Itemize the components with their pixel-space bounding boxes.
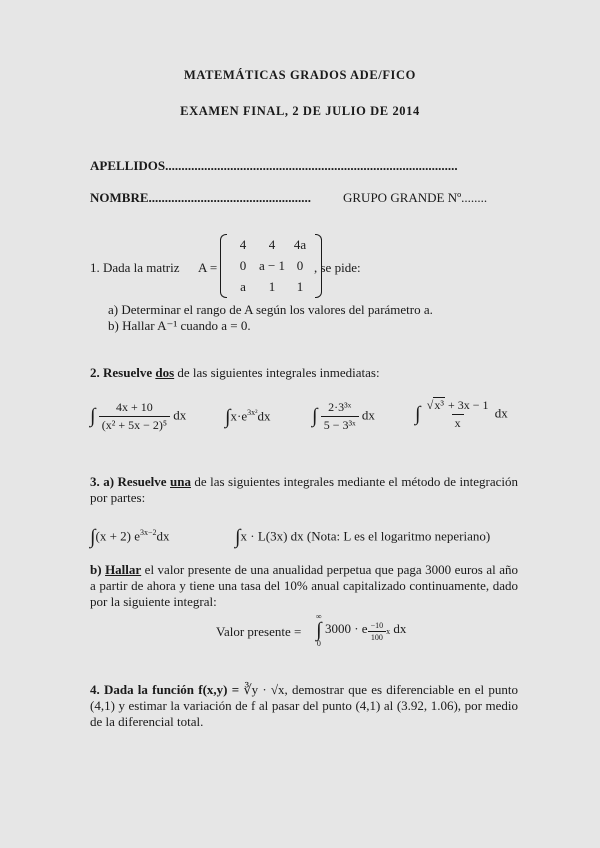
grupo-field: GRUPO GRANDE Nº........ xyxy=(343,190,488,205)
matrix-cell: 1 xyxy=(268,279,276,294)
matrix-cell: 0 xyxy=(239,258,247,273)
integral-4: ∫ $\frac{\text{√x³ + 3x − 1}}{x}$ dx xyxy=(415,398,508,430)
q2-statement: 2. Resuelve dos de las siguientes integrales inmediatas: xyxy=(90,365,380,380)
exam-title: MATEMÁTICAS GRADOS ADE/FICO xyxy=(184,68,416,82)
q1-intro: 1. Dada la matriz xyxy=(90,260,180,275)
q4-statement: 4. Dada la función f(x,y) = ∛y · √x, demostrar que es diferenciable en el punto (4,1) y estimar la variación de f al pasar del punto (4,1) al (3.92, 1.06), por medio de la diferencial total. xyxy=(90,682,518,729)
matrix-cell: a − 1 xyxy=(258,258,286,273)
apellidos-field: APELLIDOS.......................................................................................... xyxy=(90,158,458,173)
matrix-cell: 0 xyxy=(296,258,304,273)
q3a-statement: 3. a) Resuelve una de las siguientes integrales mediante el método de integración por partes: xyxy=(90,474,518,505)
q1-part-a: a) Determinar el rango de A según los valores del parámetro a. xyxy=(108,302,433,317)
q3-integral-1: ∫(x + 2) $e^{3x-2}dx$ xyxy=(90,526,170,548)
exam-subtitle: EXAMEN FINAL, 2 DE JULIO DE 2014 xyxy=(180,104,420,118)
matrix-cell: 1 xyxy=(296,279,304,294)
matrix-cell: 4 xyxy=(239,237,247,252)
q1-suffix: , se pide: xyxy=(314,260,361,275)
valor-presente-label: Valor presente = xyxy=(216,624,302,639)
matrix-cell: 4a xyxy=(293,237,307,252)
matrix-cell: 4 xyxy=(268,237,276,252)
valor-presente-integral: ∞ ∫ 0 3000 · e $\frac{-10}{100}$ x dx xyxy=(316,612,407,648)
q3-integral-2: ∫x · L(3x) dx (Nota: L es el logaritmo neperiano) xyxy=(235,526,491,548)
integral-3: ∫ $\frac{\text{2·3³ˣ}}{\text{5 − 3³ˣ}}$ dx xyxy=(312,400,375,432)
integral-2: $\int x\cdot e^{3x^2}dx$ xyxy=(225,406,271,428)
q1-matrix-label: A = xyxy=(198,260,218,275)
q3b-statement: b) Hallar el valor presente de una anualidad perpetua que paga 3000 euros al año a partir de ahora y tiene una tasa del 10% anual capitalizado continuamente, dado por la siguiente integral: xyxy=(90,562,518,609)
integral-1: ∫ $\frac{4x + 10}{\text{(x² + 5x − 2)⁵}}$ dx xyxy=(90,400,187,432)
q1-part-b: b) Hallar A⁻¹ cuando a = 0. xyxy=(108,318,251,333)
nombre-field: NOMBRE.................................................. xyxy=(90,190,311,205)
matrix-cell: a xyxy=(240,279,246,294)
matrix-a xyxy=(220,234,322,303)
